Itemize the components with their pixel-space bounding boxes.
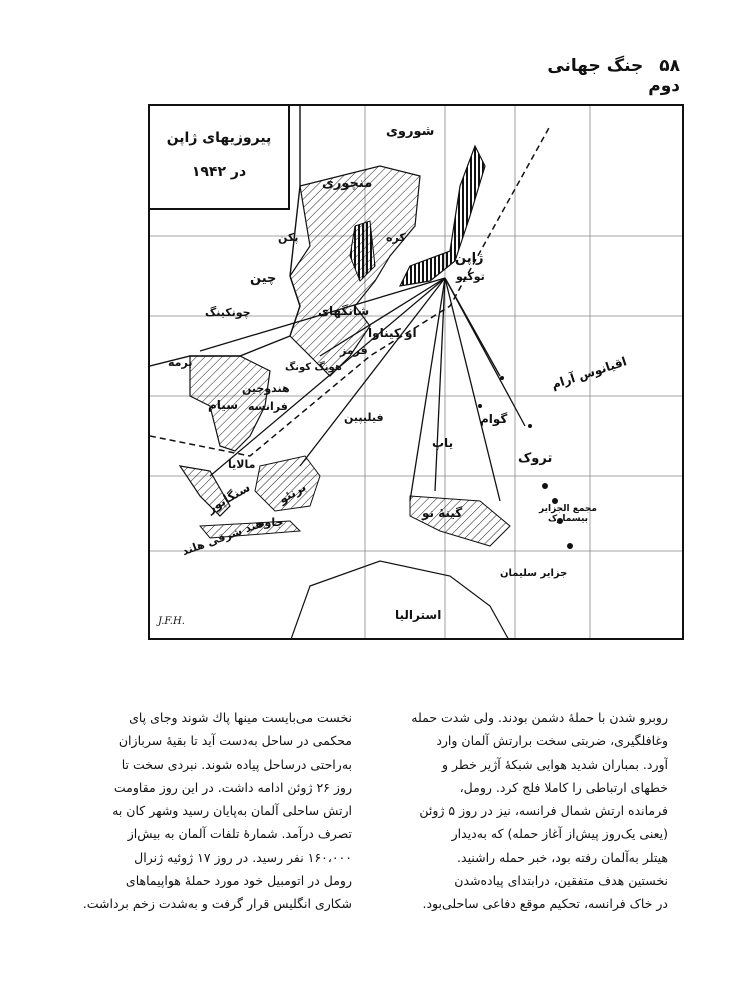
new-guinea-area bbox=[410, 496, 510, 546]
label-new-guinea: گینهٔ نو bbox=[422, 506, 463, 520]
label-siam: سیام bbox=[208, 398, 238, 412]
text-column-right bbox=[372, 706, 668, 916]
australia-coast bbox=[290, 561, 510, 640]
label-hongkong: هونگ کونگ bbox=[285, 362, 342, 373]
label-japan: ژاپن bbox=[455, 251, 484, 266]
label-dutch-east-indies: هند شرقی هلند bbox=[180, 516, 265, 559]
text-line: تصرف درآمد. شمارهٔ تلفات آلمان به بیش‌از bbox=[127, 826, 352, 842]
label-formosa: فرمز bbox=[340, 344, 368, 357]
text-line: روز ۲۶ ژوئن ادامه داشت. در این روز مقاومت bbox=[113, 779, 352, 795]
label-korea: کره bbox=[386, 231, 406, 244]
text-line: به‌راحتی درساحل پیاده شوند. نبردی سخت تا bbox=[121, 756, 352, 772]
label-philippines: فیلیپین bbox=[344, 411, 384, 424]
text-line: نخستین هدف متفقین، درابتدای پیاده‌شدن bbox=[454, 873, 668, 889]
text-line: نخست می‌بایست مینها پاك شوند وجای پای bbox=[129, 710, 352, 725]
text-line: هیتلر به‌آلمان رفته بود، خبر حمله راشنید. bbox=[457, 849, 668, 865]
label-solomon: جزایر سلیمان bbox=[500, 568, 568, 579]
label-shanghai: شانگهای bbox=[318, 304, 370, 318]
text-line: خطهای ارتباطی را کاملا فلج کرد. رومل، bbox=[459, 779, 668, 795]
label-borneo: برنئو bbox=[276, 479, 309, 507]
text-line: محکمی در ساحل به‌دست آید تا بقیهٔ سربازان bbox=[118, 733, 352, 749]
label-okinawa: او کیناوا bbox=[368, 326, 417, 340]
label-pacific-ocean: اقیانوس آرام bbox=[549, 354, 629, 392]
label-guam: گوام bbox=[480, 412, 508, 426]
text-line: آورد. بمباران شدید هوایی شبکهٔ آژیر خطر و bbox=[441, 756, 668, 772]
label-burma: برمه bbox=[168, 356, 193, 369]
label-indochina: هندوچین bbox=[242, 382, 290, 395]
label-manchuria: منچوری bbox=[322, 176, 373, 191]
label-bismarck: مجمع الجزایر بیسمارک bbox=[539, 504, 597, 524]
label-chungking: چونکینگ bbox=[205, 306, 251, 319]
map-title-box bbox=[150, 106, 290, 210]
label-singapore: سنگاپور bbox=[204, 480, 253, 516]
text-column-left bbox=[56, 706, 352, 916]
running-header bbox=[520, 56, 680, 96]
label-peking: پکن bbox=[278, 231, 299, 244]
label-tokyo: توکیو bbox=[456, 270, 485, 283]
text-line: (یعنی یک‌روز پیش‌از آغاز حمله) که به‌دیدار bbox=[451, 826, 668, 842]
text-line: رومل در اتومبیل خود مورد حملهٔ هواپیماهای bbox=[125, 873, 352, 889]
label-china: چین bbox=[250, 271, 277, 286]
label-malaya: مالایا bbox=[228, 458, 256, 471]
label-java: جاوه bbox=[258, 516, 284, 529]
map-signature: J.F.H. bbox=[158, 616, 185, 627]
text-line: فرمانده ارتش شمال فرانسه، نیز در روز ۵ ژوئن bbox=[419, 803, 668, 819]
map-title: پیروزیهای ژاپن bbox=[166, 130, 272, 146]
text-line: ۱۶۰،۰۰۰ نفر رسید. در روز ۱۷ ژوئیه ژنرال bbox=[134, 849, 352, 865]
label-soviet: شوروی bbox=[386, 124, 435, 139]
text-line: شکاری انگلیس قرار گرفت و به‌شدت زخم برداشت. bbox=[82, 896, 352, 912]
map-title-year: در ۱۹۴۲ bbox=[191, 164, 247, 180]
page-number: ۵۸ bbox=[659, 56, 680, 76]
text-line: ارتش ساحلی آلمان به‌پایان رسید وشهر کان به bbox=[112, 803, 352, 819]
map-figure bbox=[148, 104, 684, 640]
running-title: جنگ جهانی دوم bbox=[547, 56, 680, 96]
text-line: وغافلگیری، ضربتی سخت برارتش آلمان وارد bbox=[436, 733, 668, 749]
label-france: فرانسه bbox=[248, 400, 288, 413]
label-yap: یاپ bbox=[432, 436, 454, 450]
label-australia: استرالیا bbox=[395, 608, 442, 622]
text-line: در خاک فرانسه، تحکیم موقع دفاعی ساحلی‌بود. bbox=[422, 896, 668, 912]
text-line: روبرو شدن با حملهٔ دشمن بودند. ولی شدت حمله bbox=[411, 710, 668, 725]
label-truk: تروک bbox=[518, 451, 553, 466]
